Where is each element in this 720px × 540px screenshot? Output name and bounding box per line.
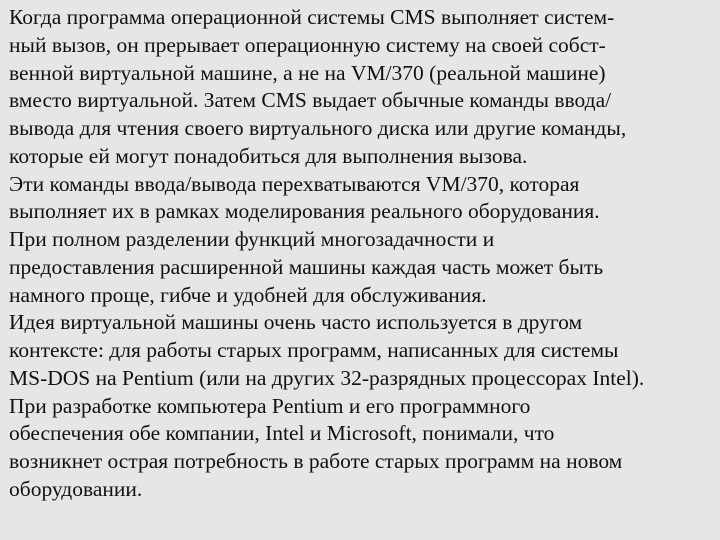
paragraph-virtual-machine-idea [9, 309, 716, 503]
text-line: намного проще, гибче и удобней для обслуживания. [9, 282, 487, 307]
paragraph-cms-system-call [9, 4, 716, 171]
text-line: вместо виртуальной. Затем CMS выдает обычные команды ввода/ [9, 88, 612, 113]
text-line: вывода для чтения своего виртуального диска или другие команды, [9, 116, 627, 140]
text-line: возникнет острая потребность в работе старых программ на новом [9, 449, 623, 473]
text-line: оборудовании. [9, 476, 143, 501]
text-line: MS-DOS на Pentium (или на других 32-разрядных процессорах Intel). [9, 365, 645, 390]
text-line: При полном разделении функций многозадачности и [9, 227, 495, 251]
paragraph-separation-of-functions [9, 226, 716, 309]
text-line: Когда программа операционной системы CMS выполняет систем- [9, 5, 615, 29]
text-line: ный вызов, он прерывает операционную систему на своей собст- [9, 32, 606, 57]
text-line: контексте: для работы старых программ, написанных для системы [9, 338, 619, 362]
paragraph-io-interception [9, 171, 716, 227]
text-line: предоставления расширенной машины каждая часть может быть [9, 254, 604, 279]
text-line: которые ей могут понадобиться для выполнения вызова. [9, 143, 528, 168]
text-line: выполняет их в рамках моделирования реального оборудования. [9, 199, 600, 224]
text-line: Эти команды ввода/вывода перехватываются VM/370, которая [9, 171, 580, 196]
text-line: Идея виртуальной машины очень часто используется в другом [9, 310, 583, 335]
text-line: При разработке компьютера Pentium и его программного [9, 393, 531, 418]
text-line: обеспечения обе компании, Intel и Microsoft, понимали, что [9, 421, 555, 446]
text-line: венной виртуальной машине, а не на VM/370 (реальной машине) [9, 60, 606, 85]
